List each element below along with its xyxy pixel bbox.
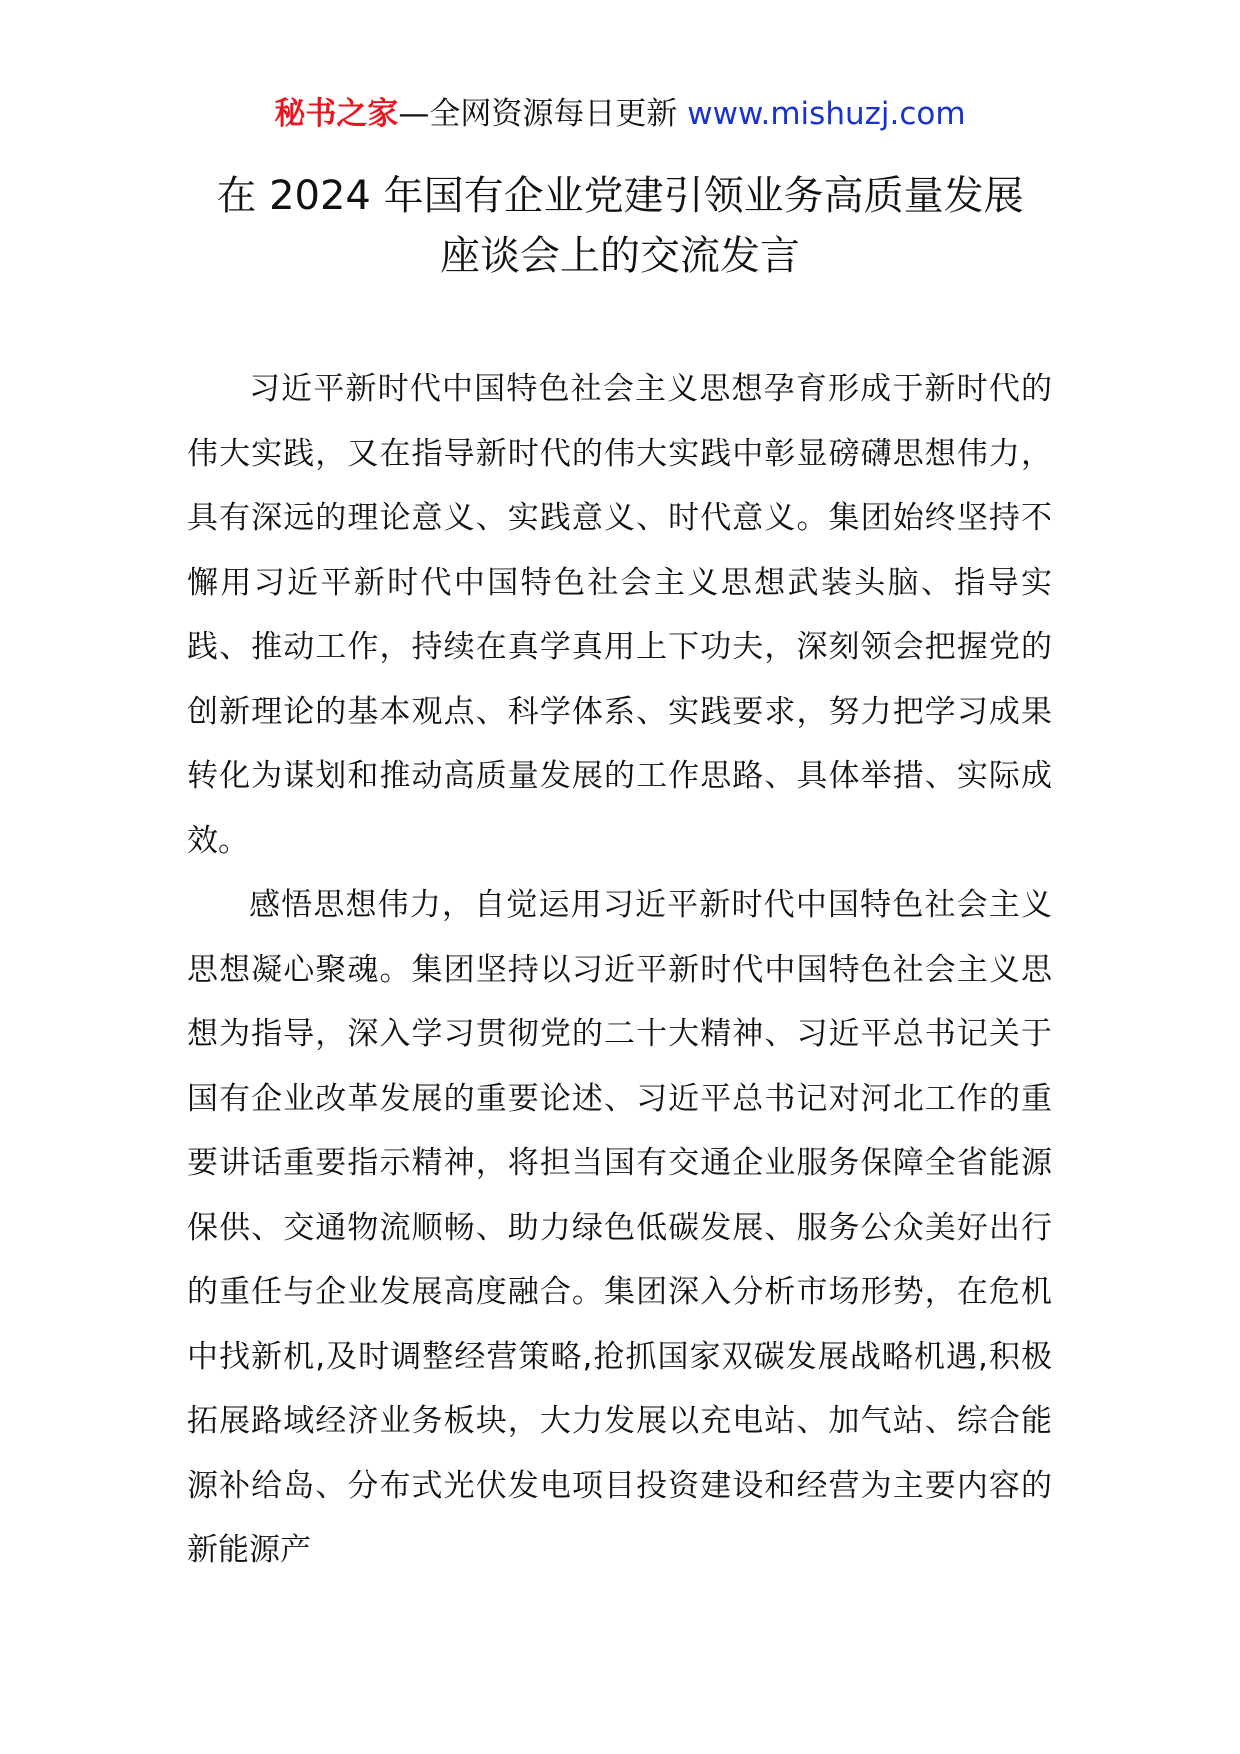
site-tagline: —全网资源每日更新 [398,96,688,132]
title-line-1: 在 2024 年国有企业党建引领业务高质量发展 [216,173,1024,219]
document-body [187,357,1052,1583]
site-header [0,94,1240,134]
site-brand: 秘书之家 [274,96,399,132]
body-paragraph: 感悟思想伟力，自觉运用习近平新时代中国特色社会主义思想凝心聚魂。集团坚持以习近平新时代中国特色社会主义思想为指导，深入学习贯彻党的二十大精神、习近平总书记关于国有企业改革发展的重要论述、习近平总书记对河北工作的重要讲话重要指示精神，将担当国有交通企业服务保障全省能源保供、交通物流顺畅、助力绿色低碳发展、服务公众美好出行的重任与企业发展高度融合。集团深入分析市场形势，在危机中找新机,及时调整经营策略,抢抓国家双碳发展战略机遇,积极拓展路域经济业务板块，大力发展以充电站、加气站、综合能源补给岛、分布式光伏发电项目投资建设和经营为主要内容的新能源产 [187,887,1052,1568]
body-paragraph: 习近平新时代中国特色社会主义思想孕育形成于新时代的伟大实践，又在指导新时代的伟大实践中彰显磅礴思想伟力，具有深远的理论意义、实践意义、时代意义。集团始终坚持不懈用习近平新时代中国特色社会主义思想武装头脑、指导实践、推动工作，持续在真学真用上下功夫，深刻领会把握党的创新理论的基本观点、科学体系、实践要求，努力把学习成果转化为谋划和推动高质量发展的工作思路、具体举措、实际成效。 [187,371,1052,859]
title-line-2: 座谈会上的交流发言 [440,233,800,279]
site-url-link[interactable]: www.mishuzj.com [687,96,966,132]
document-title [0,166,1240,286]
